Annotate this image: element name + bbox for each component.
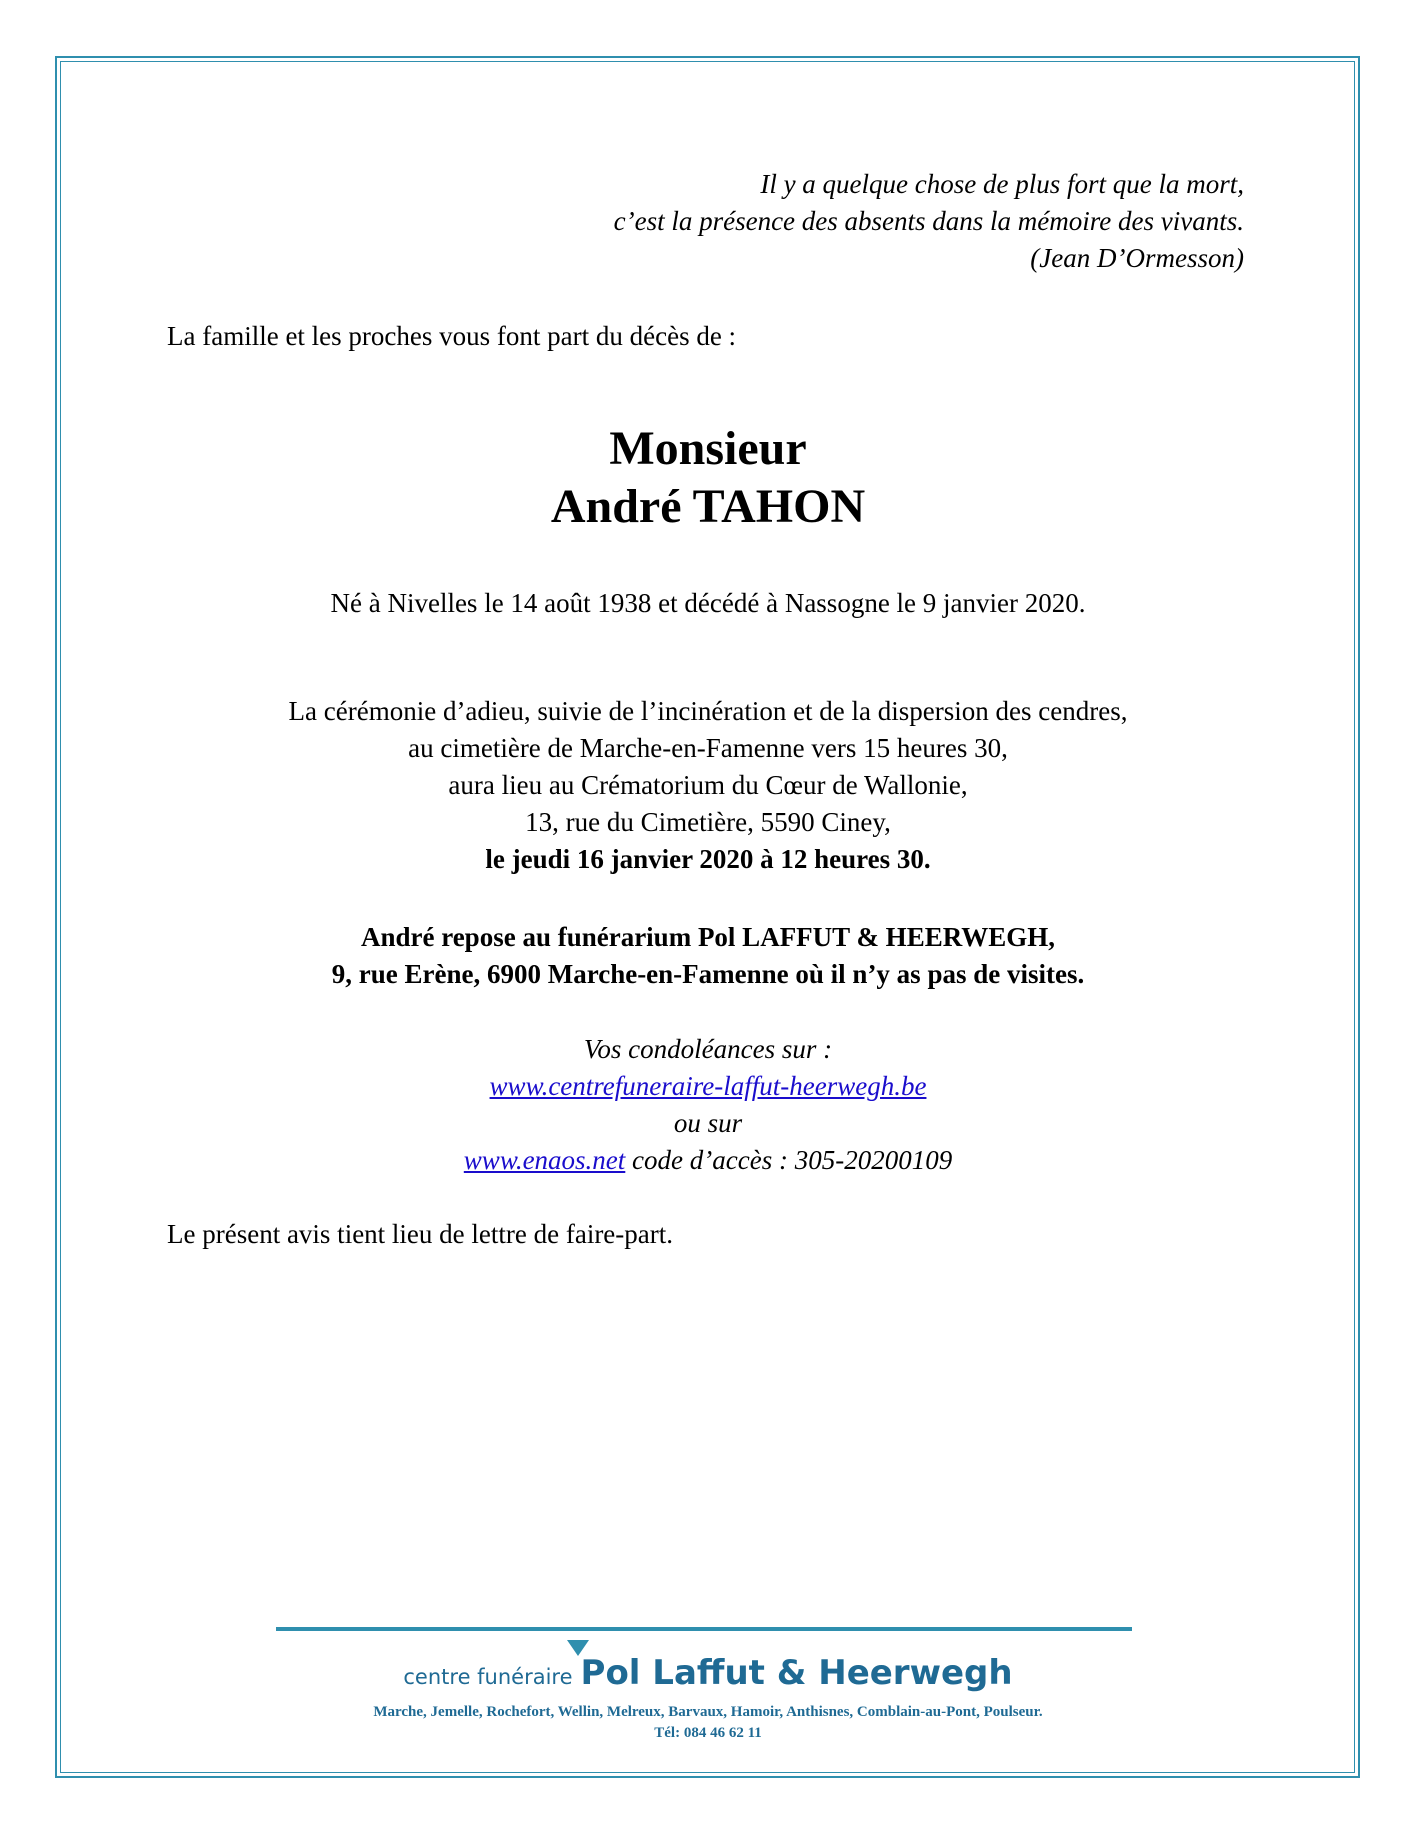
footer-brand-logo [0, 1653, 1416, 1693]
quote-line-2: c’est la présence des absents dans la mémoire des vivants. [613, 206, 1244, 236]
announcement-intro: La famille et les proches vous font part du décès de : [167, 321, 737, 351]
footer-phone: Tél: 084 46 62 11 [654, 1725, 762, 1741]
deceased-name: André TAHON [550, 480, 866, 533]
resting-line-1: André repose au funérarium Pol LAFFUT & HEERWEGH, [360, 922, 1056, 952]
ceremony-line-4: 13, rue du Cimetière, 5590 Ciney, [525, 807, 891, 837]
condolences-block [0, 1031, 1416, 1179]
resting-place-info [0, 919, 1416, 993]
access-code: code d’accès : 305-20200109 [632, 1145, 953, 1175]
condolences-or: ou sur [673, 1108, 743, 1138]
ceremony-date: le jeudi 16 janvier 2020 à 12 heures 30. [485, 844, 931, 874]
footer-towns: Marche, Jemelle, Rochefort, Wellin, Melreux, Barvaux, Hamoir, Anthisnes, Comblain-au-Pont, Poulseur. [373, 1704, 1043, 1720]
footer-brand-small: centre funéraire [403, 1665, 573, 1689]
condolences-link-funeral-center[interactable]: www.centrefuneraire-laffut-heerwegh.be [489, 1071, 927, 1101]
ceremony-info [0, 693, 1416, 878]
condolences-heading: Vos condoléances sur : [583, 1034, 833, 1064]
closing-statement: Le présent avis tient lieu de lettre de faire-part. [167, 1219, 674, 1249]
condolences-link-enaos[interactable]: www.enaos.net [463, 1145, 626, 1175]
ceremony-line-2: au cimetière de Marche-en-Famenne vers 15 heures 30, [408, 733, 1008, 763]
ceremony-line-3: aura lieu au Crématorium du Cœur de Wallonie, [448, 770, 968, 800]
epigraph-quote [614, 166, 1244, 277]
resting-line-2: 9, rue Erène, 6900 Marche-en-Famenne où il n’y as pas de visites. [331, 959, 1085, 989]
deceased-name-block [0, 420, 1416, 536]
deceased-title: Monsieur [609, 422, 807, 475]
quote-author: (Jean D’Ormesson) [1030, 243, 1244, 273]
footer-divider [276, 1627, 1132, 1631]
footer-brand-large: Pol Laffut & Heerwegh [580, 1653, 1013, 1693]
quote-line-1: Il y a quelque chose de plus fort que la mort, [760, 169, 1244, 199]
birth-death-info: Né à Nivelles le 14 août 1938 et décédé à Nassogne le 9 janvier 2020. [330, 588, 1086, 618]
ceremony-line-1: La cérémonie d’adieu, suivie de l’incinération et de la dispersion des cendres, [288, 696, 1128, 726]
